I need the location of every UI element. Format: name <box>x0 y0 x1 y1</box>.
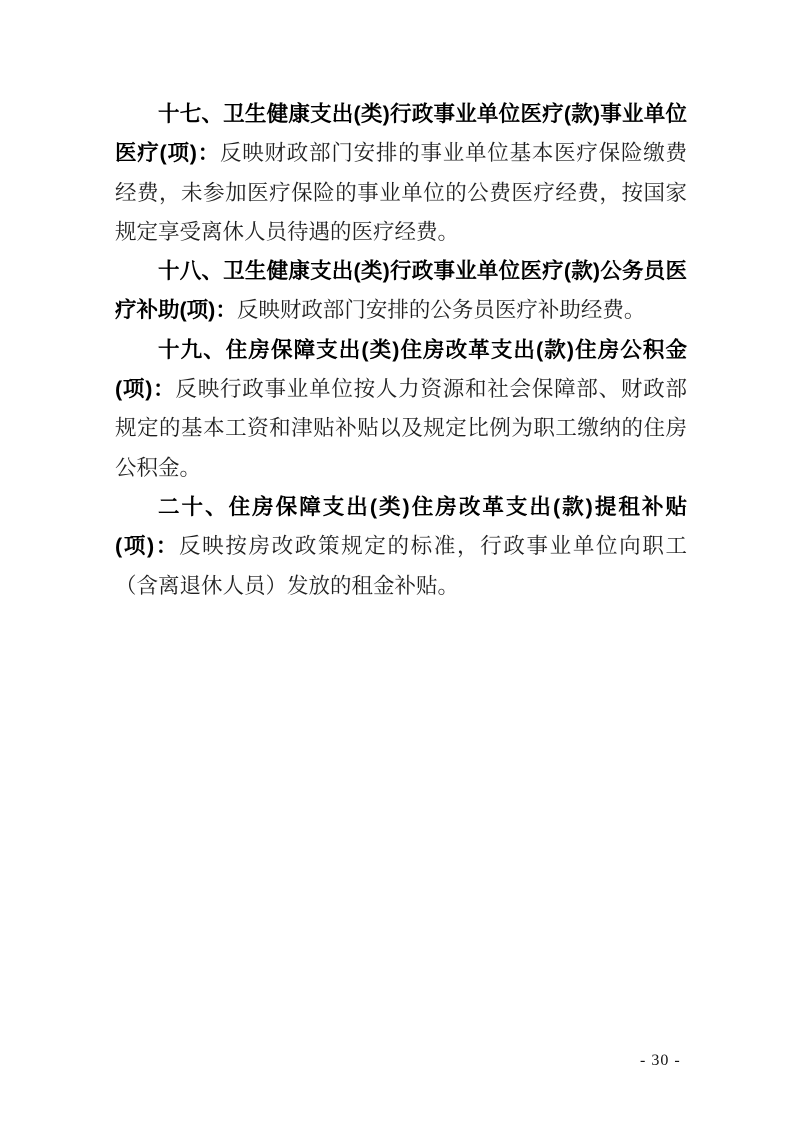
document-content <box>115 95 687 606</box>
paragraph-18-body: 反映财政部门安排的公务员医疗补助经费。 <box>236 298 646 323</box>
paragraph-item-20 <box>115 488 687 606</box>
paragraph-item-19 <box>115 331 687 488</box>
paragraph-19-heading: 十九、住房保障支出(类)住房改革支出(款)住房公积金(项)： <box>115 337 687 402</box>
paragraph-item-18 <box>115 252 687 331</box>
paragraph-item-17 <box>115 95 687 252</box>
page-number: - 30 - <box>640 1052 681 1069</box>
paragraph-17-body: 反映财政部门安排的事业单位基本医疗保险缴费经费，未参加医疗保险的事业单位的公费医疗经费，按国家规定享受离休人员待遇的医疗经费。 <box>115 141 687 244</box>
paragraph-18-heading: 十八、卫生健康支出(类)行政事业单位医疗(款)公务员医疗补助(项)： <box>115 259 687 323</box>
paragraph-17-heading: 十七、卫生健康支出(类)行政事业单位医疗(款)事业单位医疗(项)： <box>115 102 687 166</box>
paragraph-19-body: 反映行政事业单位按人力资源和社会保障部、财政部规定的基本工资和津贴补贴以及规定比例为职工缴纳的住房公积金。 <box>115 377 687 480</box>
paragraph-20-heading: 二十、住房保障支出(类)住房改革支出(款)提租补贴(项)： <box>115 494 687 559</box>
paragraph-20-body: 反映按房改政策规定的标准，行政事业单位向职工（含离退休人员）发放的租金补贴。 <box>115 534 687 598</box>
